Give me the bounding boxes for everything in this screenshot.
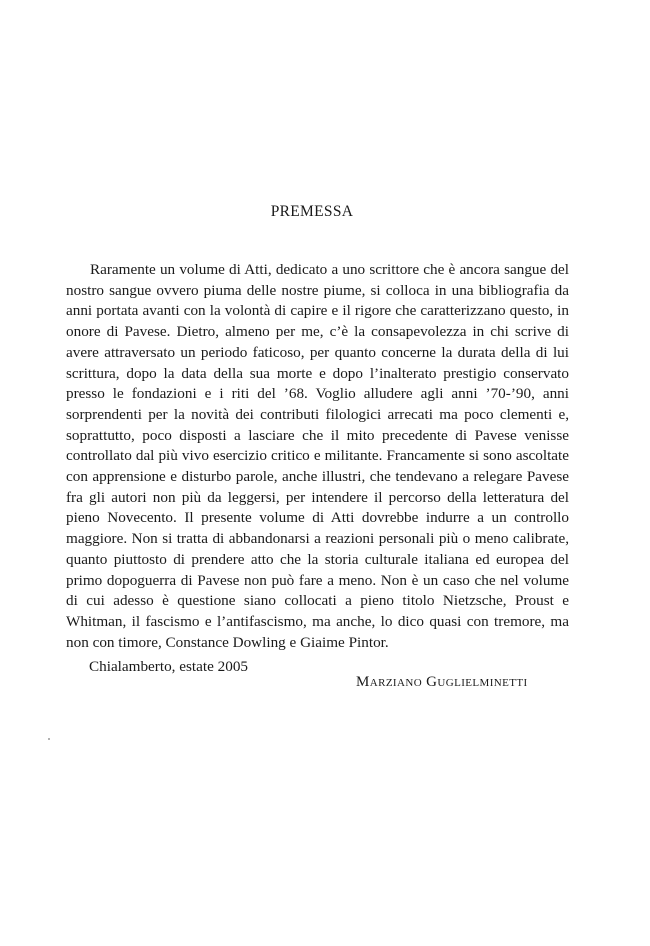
author-signature: Marziano Guglielminetti [356, 674, 528, 690]
place-date: Chialamberto, estate 2005 [89, 658, 249, 675]
body-paragraph: Raramente un volume di Atti, dedicato a uno scrittore che è ancora sangue del nostro sangue ovvero piuma delle nostre piume, si colloca in una bibliografia da anni portata avanti con la volontà di capire e il rigore che caratterizzano questo, in onore di Pavese. Dietro, almeno per me, c’è la consapevolezza in chi scrive di avere attraversato un periodo faticoso, per quanto concerne la durata della di lui scrittura, dopo la data della sua morte e dopo l’inalterato prestigio conservato presso le fondazioni e i riti del ’68. Voglio alludere agli anni ’70-’90, anni sorprendenti per la novità dei contributi filologici arrecati ma poco clementi e, soprattutto, poco disposti a lasciare che il mito precedente di Pavese venisse controllato dal più vivo esercizio critico e militante. Francamente si sono ascoltate con apprensione e disturbo parole, anche illustri, che tendevano a relegare Pavese fra gli autori non più da leggersi, per intendere il percorso della letteratura del pieno Novecento. Il presente volume di Atti dovrebbe indurre a un controllo maggiore. Non si tratta di abbandonarsi a reazioni personali più o meno calibrate, quanto piuttosto di prendere atto che la storia culturale italiana ed europea del primo dopoguerra di Pavese non può fare a meno. Non è un caso che nel volume di cui adesso è questione siano collocati a pieno titolo Nietzsche, Proust e Whitman, il fascismo e l’antifascismo, ma anche, lo dico quasi con tremore, ma non con timore, Constance Dowling e Giaime Pintor. [66, 261, 569, 651]
page-title: PREMESSA [270, 203, 354, 220]
scan-speck [48, 738, 50, 740]
